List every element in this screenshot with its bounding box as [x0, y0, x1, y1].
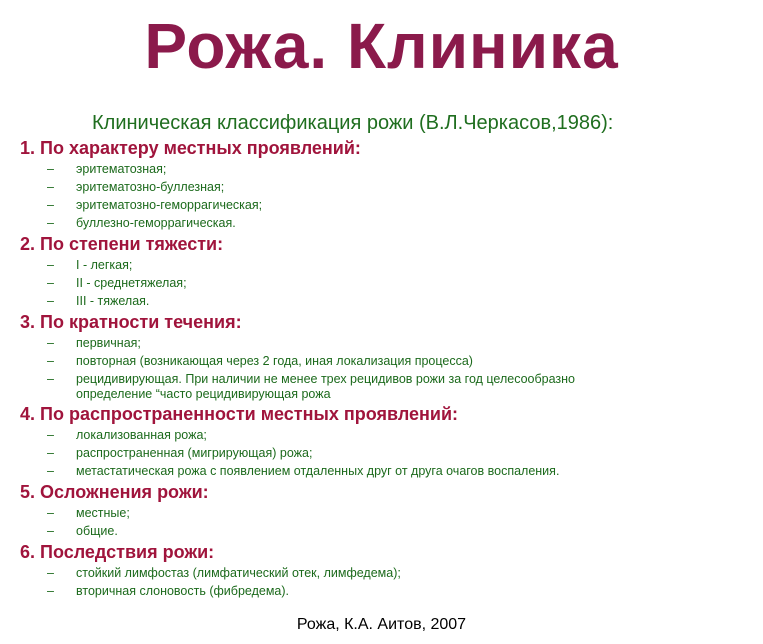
list-item-text: эритематозно-буллезная; — [76, 180, 225, 194]
bullet-dash: – — [47, 258, 54, 272]
section-complications — [20, 480, 760, 540]
bullet-dash: – — [47, 372, 54, 386]
list-item-text: II - среднетяжелая; — [76, 276, 187, 290]
bullet-dash: – — [47, 198, 54, 212]
list-item-text: I - легкая; — [76, 258, 133, 272]
section-local-manifestations — [20, 136, 760, 232]
list-item-text: стойкий лимфостаз (лимфатический отек, лимфедема); — [76, 566, 401, 580]
bullet-dash: – — [47, 566, 54, 580]
list-item-text: распространенная (мигрирующая) рожа; — [76, 446, 313, 460]
bullet-dash: – — [47, 428, 54, 442]
list-item-text: III - тяжелая. — [76, 294, 150, 308]
list-item — [20, 292, 760, 310]
section-severity — [20, 232, 760, 310]
list-item — [20, 256, 760, 274]
list-item — [20, 522, 760, 540]
list-item-text: метастатическая рожа с появлением отдаленных друг от друга очагов воспаления. — [76, 464, 560, 478]
bullet-dash: – — [47, 584, 54, 598]
list-item — [20, 274, 760, 292]
bullet-dash: – — [47, 354, 54, 368]
list-item-text: вторичная слоновость (фибредема). — [76, 584, 289, 598]
list-item — [20, 426, 760, 444]
classification-list — [20, 136, 760, 600]
list-item — [20, 504, 760, 522]
bullet-dash: – — [47, 446, 54, 460]
bullet-dash: – — [47, 216, 54, 230]
section-heading: 2. По степени тяжести: — [20, 234, 224, 254]
section-heading: 5. Осложнения рожи: — [20, 482, 209, 502]
list-item-text: эритематозная; — [76, 162, 167, 176]
list-item — [20, 196, 760, 214]
list-item — [20, 352, 760, 370]
bullet-dash: – — [47, 180, 54, 194]
bullet-dash: – — [47, 294, 54, 308]
section-heading: 1. По характеру местных проявлений: — [20, 138, 361, 158]
list-item-text: эритематозно-геморрагическая; — [76, 198, 263, 212]
section-heading: 3. По кратности течения: — [20, 312, 242, 332]
list-item-text: повторная (возникающая через 2 года, иная локализация процесса) — [76, 354, 473, 368]
list-item — [20, 214, 760, 232]
classification-subtitle: Клиническая классификация рожи (В.Л.Черкасов,1986): — [92, 112, 614, 134]
list-item — [20, 444, 760, 462]
bullet-dash: – — [47, 162, 54, 176]
list-item-text: локализованная рожа; — [76, 428, 207, 442]
list-item — [20, 462, 760, 480]
list-item — [20, 334, 760, 352]
list-item-text: первичная; — [76, 336, 141, 350]
slide-title: Рожа. Клиника — [144, 10, 619, 82]
list-item — [20, 178, 760, 196]
bullet-dash: – — [47, 524, 54, 538]
source-citation: Рожа, К.А. Аитов, 2007 — [296, 616, 467, 633]
section-heading: 6. Последствия рожи: — [20, 542, 215, 562]
section-extent — [20, 402, 760, 480]
list-item — [20, 370, 760, 402]
section-consequences — [20, 540, 760, 600]
list-item — [20, 564, 760, 582]
bullet-dash: – — [47, 336, 54, 350]
list-item-text: местные; — [76, 506, 130, 520]
section-recurrence — [20, 310, 760, 402]
section-heading: 4. По распространенности местных проявлений: — [20, 404, 459, 424]
list-item — [20, 160, 760, 178]
list-item-text: рецидивирующая. При наличии не менее трех рецидивов рожи за год целесообразно определение “часто рецидивирующая рожа — [76, 372, 575, 401]
list-item-text: буллезно-геморрагическая. — [76, 216, 236, 230]
list-item — [20, 582, 760, 600]
bullet-dash: – — [47, 464, 54, 478]
bullet-dash: – — [47, 506, 54, 520]
bullet-dash: – — [47, 276, 54, 290]
list-item-text: общие. — [76, 524, 118, 538]
